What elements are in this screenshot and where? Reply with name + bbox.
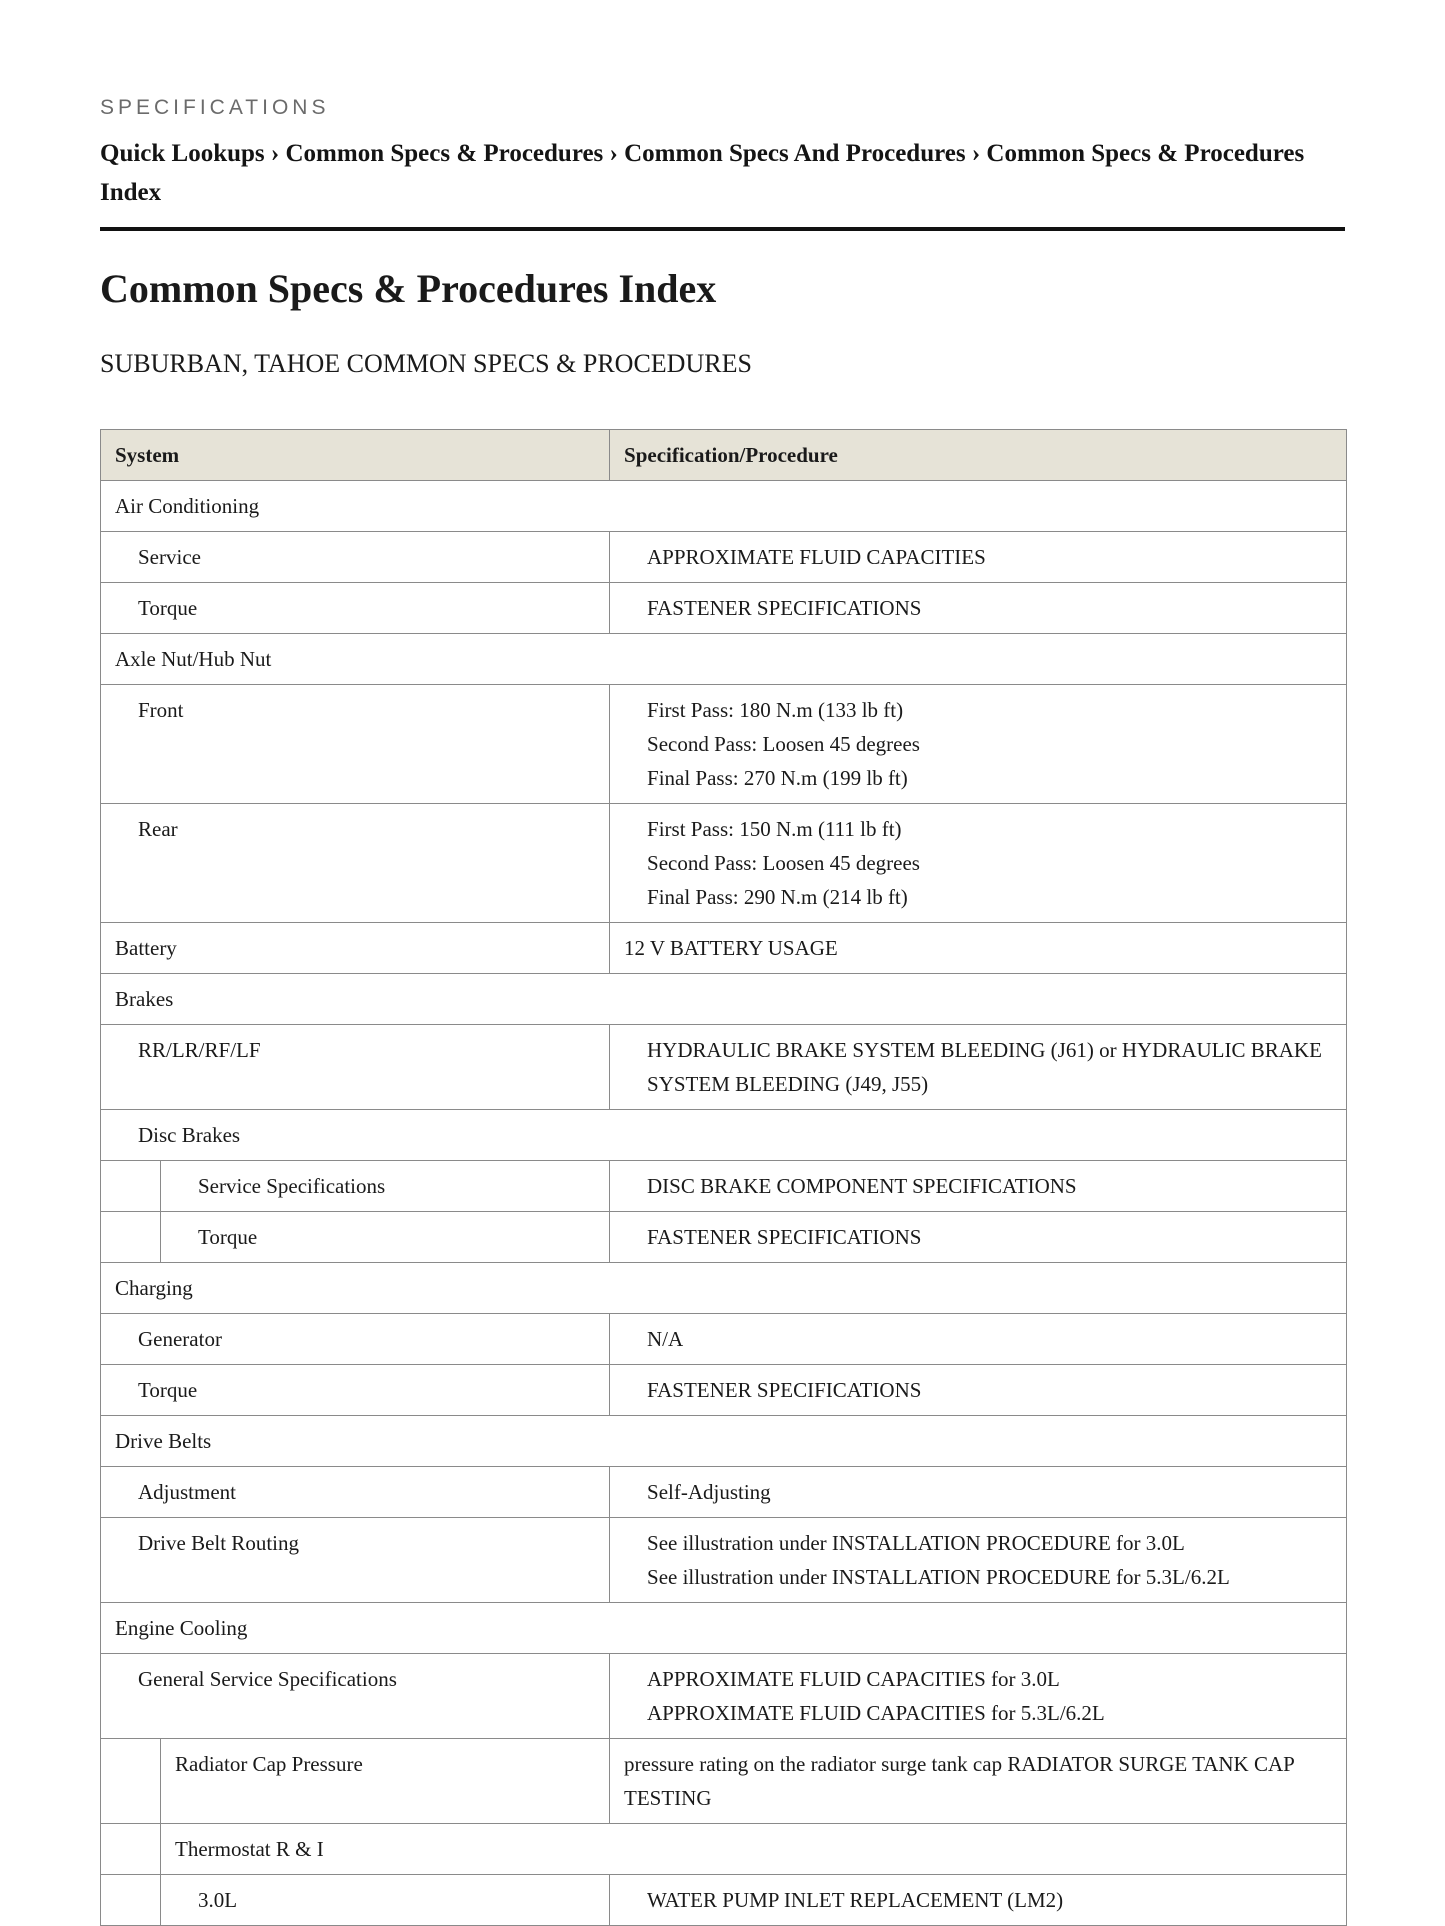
table-row bbox=[101, 481, 1347, 532]
system-cell: Axle Nut/Hub Nut bbox=[101, 634, 1347, 685]
table-row bbox=[101, 923, 1347, 974]
spec-cell bbox=[610, 1654, 1347, 1739]
system-cell: Thermostat R & I bbox=[161, 1824, 1347, 1875]
table-row bbox=[101, 1263, 1347, 1314]
system-cell: Battery bbox=[101, 923, 610, 974]
table-row bbox=[101, 1416, 1347, 1467]
indent-cell bbox=[101, 1161, 161, 1212]
spec-line: Second Pass: Loosen 45 degrees bbox=[647, 851, 920, 875]
spec-link[interactable]: DISC BRAKE COMPONENT SPECIFICATIONS bbox=[610, 1161, 1347, 1212]
system-cell: Front bbox=[101, 685, 610, 804]
table-row bbox=[101, 974, 1347, 1025]
system-cell: Service bbox=[101, 532, 610, 583]
spec-link[interactable]: 12 V BATTERY USAGE bbox=[610, 923, 1347, 974]
system-cell: Drive Belt Routing bbox=[101, 1518, 610, 1603]
breadcrumb[interactable]: Quick Lookups › Common Specs & Procedures › Common Specs And Procedures › Common Specs & Procedures Index bbox=[100, 140, 1305, 206]
indent-cell bbox=[101, 1824, 161, 1875]
table-row bbox=[101, 1314, 1347, 1365]
system-cell: Brakes bbox=[101, 974, 1347, 1025]
table-row bbox=[101, 583, 1347, 634]
system-cell: Engine Cooling bbox=[101, 1603, 1347, 1654]
spec-link[interactable]: APPROXIMATE FLUID CAPACITIES for 3.0L bbox=[647, 1667, 1060, 1691]
system-cell: Charging bbox=[101, 1263, 1347, 1314]
table-row bbox=[101, 1739, 1347, 1824]
indent-cell bbox=[101, 1875, 161, 1926]
spec-line: Final Pass: 290 N.m (214 lb ft) bbox=[647, 885, 908, 909]
section-label: SPECIFICATIONS bbox=[100, 96, 330, 119]
spec-link[interactable]: See illustration under INSTALLATION PROCEDURE for 5.3L/6.2L bbox=[647, 1565, 1230, 1589]
system-cell: Torque bbox=[161, 1212, 610, 1263]
table-row bbox=[101, 1365, 1347, 1416]
specs-table bbox=[100, 429, 1347, 1926]
table-row bbox=[101, 804, 1347, 923]
system-cell: 3.0L bbox=[161, 1875, 610, 1926]
indent-cell bbox=[101, 1212, 161, 1263]
header-divider bbox=[100, 227, 1345, 231]
table-row bbox=[101, 1603, 1347, 1654]
table-row bbox=[101, 685, 1347, 804]
system-cell: Radiator Cap Pressure bbox=[161, 1739, 610, 1824]
system-cell: Disc Brakes bbox=[101, 1110, 1347, 1161]
spec-line: First Pass: 180 N.m (133 lb ft) bbox=[647, 698, 904, 722]
spec-link[interactable]: APPROXIMATE FLUID CAPACITIES for 5.3L/6.2L bbox=[647, 1701, 1105, 1725]
system-cell: Torque bbox=[101, 1365, 610, 1416]
system-cell: Generator bbox=[101, 1314, 610, 1365]
spec-link[interactable]: See illustration under INSTALLATION PROCEDURE for 3.0L bbox=[647, 1531, 1185, 1555]
table-row bbox=[101, 1824, 1347, 1875]
table-row bbox=[101, 532, 1347, 583]
page-subtitle: SUBURBAN, TAHOE COMMON SPECS & PROCEDURES bbox=[100, 349, 752, 378]
spec-link[interactable]: FASTENER SPECIFICATIONS bbox=[610, 1365, 1347, 1416]
system-cell: Air Conditioning bbox=[101, 481, 1347, 532]
spec-link[interactable]: FASTENER SPECIFICATIONS bbox=[610, 1212, 1347, 1263]
spec-cell: N/A bbox=[610, 1314, 1347, 1365]
spec-cell bbox=[610, 804, 1347, 923]
system-cell: Torque bbox=[101, 583, 610, 634]
system-cell: Adjustment bbox=[101, 1467, 610, 1518]
table-row bbox=[101, 1875, 1347, 1926]
spec-link[interactable]: WATER PUMP INLET REPLACEMENT (LM2) bbox=[610, 1875, 1347, 1926]
table-row bbox=[101, 634, 1347, 685]
table-row bbox=[101, 1654, 1347, 1739]
spec-cell bbox=[610, 685, 1347, 804]
system-cell: General Service Specifications bbox=[101, 1654, 610, 1739]
table-header-row bbox=[101, 430, 1347, 481]
system-cell: Rear bbox=[101, 804, 610, 923]
table-row bbox=[101, 1212, 1347, 1263]
spec-link[interactable]: HYDRAULIC BRAKE SYSTEM BLEEDING (J61) or HYDRAULIC BRAKE SYSTEM BLEEDING (J49, J55) bbox=[610, 1025, 1347, 1110]
page-title: Common Specs & Procedures Index bbox=[100, 266, 717, 311]
system-cell: Service Specifications bbox=[161, 1161, 610, 1212]
table-row bbox=[101, 1110, 1347, 1161]
spec-link[interactable]: FASTENER SPECIFICATIONS bbox=[610, 583, 1347, 634]
table-row bbox=[101, 1161, 1347, 1212]
spec-cell bbox=[610, 1518, 1347, 1603]
indent-cell bbox=[101, 1739, 161, 1824]
table-row bbox=[101, 1467, 1347, 1518]
spec-line: Second Pass: Loosen 45 degrees bbox=[647, 732, 920, 756]
table-row bbox=[101, 1518, 1347, 1603]
spec-line: Final Pass: 270 N.m (199 lb ft) bbox=[647, 766, 908, 790]
spec-link[interactable]: APPROXIMATE FLUID CAPACITIES bbox=[610, 532, 1347, 583]
spec-link[interactable]: pressure rating on the radiator surge tank cap RADIATOR SURGE TANK CAP TESTING bbox=[610, 1739, 1347, 1824]
column-header-system: System bbox=[101, 430, 610, 481]
system-cell: Drive Belts bbox=[101, 1416, 1347, 1467]
spec-cell: Self-Adjusting bbox=[610, 1467, 1347, 1518]
spec-line: First Pass: 150 N.m (111 lb ft) bbox=[647, 817, 902, 841]
table-row bbox=[101, 1025, 1347, 1110]
column-header-spec: Specification/Procedure bbox=[610, 430, 1347, 481]
system-cell: RR/LR/RF/LF bbox=[101, 1025, 610, 1110]
